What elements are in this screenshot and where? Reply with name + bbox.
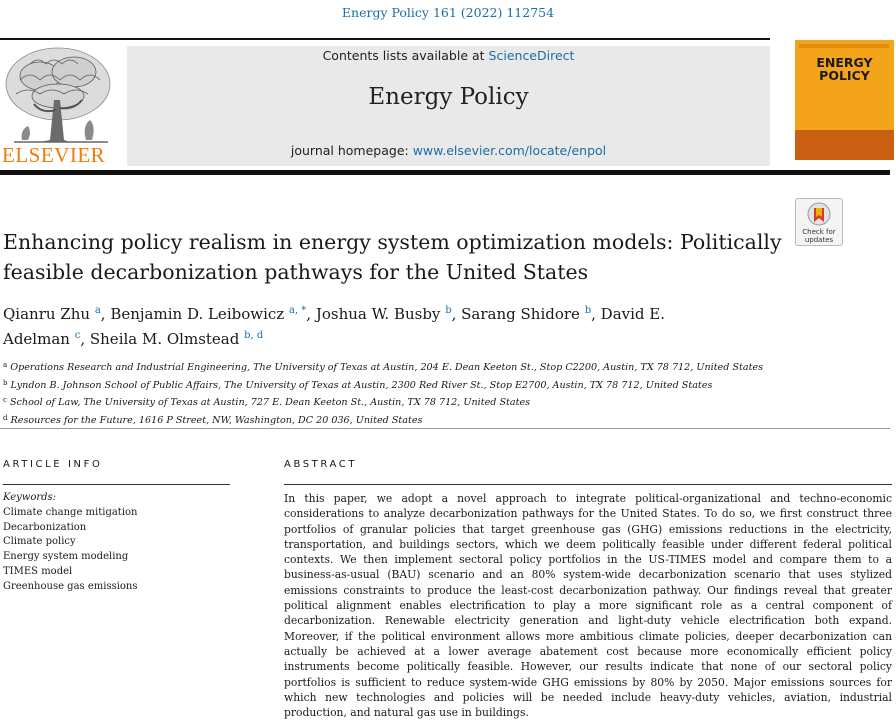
keyword-item: Greenhouse gas emissions	[3, 580, 138, 592]
author-name[interactable]: Benjamin D. Leibowicz	[110, 305, 285, 323]
cover-top-band	[799, 44, 889, 48]
cover-title-line1: ENERGY	[816, 55, 873, 70]
author-name[interactable]: Sarang Shidore	[461, 305, 580, 323]
sciencedirect-link[interactable]: ScienceDirect	[488, 48, 575, 63]
affiliation-item	[3, 411, 883, 429]
keywords-label: Keywords:	[3, 492, 57, 503]
journal-citation[interactable]: Energy Policy 161 (2022) 112754	[341, 5, 555, 20]
keyword-item: Climate change mitigation	[3, 506, 138, 518]
article-info-rule	[3, 484, 230, 485]
abstract-rule	[284, 484, 892, 485]
abstract-body: In this paper, we adopt a novel approach to integrate political-organizational and techno-economic considerations to analyze decarbonization pathways for the United States. To do so, we first construct three portfolios of granular policies that target greenhouse gas (GHG) emissions reductions in the electricity, transportation, and buildings sectors, which we deem politically feasible under different federal political contexts. We then implement sectoral policy portfolios in the US-TIMES model and compare them to a business-as-usual (BAU) scenario and an 80% system-wide decarbonization scenario that uses stylized emissions constraints to produce the least-cost decarbonization pathway. Our findings reveal that greater political alignment enables electrification to play a more significant role as a central component of decarbonization. Renewable electricity generation and light-duty vehicle electrification both expand. Moreover, if the political environment allows more ambitious climate policies, deeper decarbonization can actually be achieved at a lower average abatement cost because more economically efficient policy instruments become politically feasible. However, our results indicate that none of our sectoral policy portfolios is sufficient to reduce system-wide GHG emissions by 80% by 2050. Major emissions sources for which new technologies and policies will be needed include heavy-duty vehicles, aviation, industrial production, and natural gas use in buildings.	[284, 492, 892, 720]
author-name[interactable]: Sheila M. Olmstead	[89, 330, 240, 348]
contents-prefix: Contents lists available at	[322, 48, 489, 63]
author-name[interactable]: Qianru Zhu	[3, 305, 91, 323]
homepage-prefix: journal homepage:	[290, 143, 413, 158]
affiliation-text: Resources for the Future, 1616 P Street, NW, Washington, DC 20 036, United States	[10, 414, 423, 426]
affiliation-mark: a	[3, 361, 8, 369]
keyword-item: TIMES model	[3, 565, 73, 577]
affiliation-mark: c	[3, 396, 7, 405]
keyword-item: Energy system modeling	[3, 551, 129, 563]
author-affil-mark[interactable]: b	[584, 305, 592, 316]
journal-header-box	[127, 46, 770, 166]
author-list: Qianru Zhu $^a$, Benjamin D. Leibowicz $^{a, *}$, Joshua W. Busby $^b$, Sarang Shidore $^b$, David E. Adelman $^c$, Sheila M. Olmstead $^{b, d}$	[3, 305, 666, 348]
author-affil-mark[interactable]: b, d	[244, 330, 264, 341]
section-separator	[0, 428, 890, 429]
author-affil-mark[interactable]: a, *	[288, 305, 307, 316]
check-label-line2: updates	[804, 236, 834, 244]
contents-line	[127, 48, 770, 63]
elsevier-wordmark[interactable]: ELSEVIER	[2, 143, 106, 167]
keywords-block	[3, 491, 243, 595]
affiliation-item	[3, 376, 883, 394]
bookmark-icon	[807, 202, 831, 228]
cover-title	[795, 56, 894, 82]
author-name[interactable]: Joshua W. Busby	[315, 305, 441, 323]
article-info-heading: ARTICLE INFO	[3, 459, 103, 470]
journal-title: Energy Policy	[368, 84, 529, 110]
affiliation-item	[3, 358, 883, 376]
header-bottom-rule	[0, 170, 890, 175]
homepage-line	[127, 143, 770, 158]
check-label-line1: Check for	[802, 228, 836, 236]
affiliation-mark: b	[3, 378, 8, 387]
abstract-heading: ABSTRACT	[284, 459, 358, 470]
article-title: Enhancing policy realism in energy system optimization models: Politically feasible decarbonization pathways for the United States	[3, 230, 782, 284]
cover-title-line2: POLICY	[819, 68, 870, 83]
affiliation-text: Operations Research and Industrial Engineering, The University of Texas at Austin, 204 E. Dean Keeton St., Stop C2200, Austin, TX 78 712, United States	[10, 362, 764, 373]
keyword-item: Decarbonization	[3, 521, 87, 533]
author-affil-mark[interactable]: a	[94, 305, 101, 316]
affiliation-text: Lyndon B. Johnson School of Public Affairs, The University of Texas at Austin, 2300 Red River St., Stop E2700, Austin, TX 78 712, United States	[10, 379, 713, 391]
check-for-updates-button[interactable]	[795, 198, 843, 246]
affiliation-list	[3, 358, 883, 428]
affiliation-item	[3, 393, 883, 411]
keyword-item: Climate policy	[3, 536, 76, 548]
author-affil-mark[interactable]: c	[74, 330, 81, 341]
check-for-updates-label	[796, 228, 842, 244]
author-affil-mark[interactable]: b	[445, 305, 452, 316]
affiliation-text: School of Law, The University of Texas at Austin, 727 E. Dean Keeton St., Austin, TX 78 712, United States	[9, 397, 531, 409]
author-name[interactable]: David E. Adelman	[3, 305, 666, 348]
affiliation-mark: d	[3, 413, 8, 422]
journal-homepage-link[interactable]: www.elsevier.com/locate/enpol	[412, 143, 607, 158]
journal-cover[interactable]	[795, 40, 894, 160]
cover-bottom-band	[795, 130, 894, 160]
